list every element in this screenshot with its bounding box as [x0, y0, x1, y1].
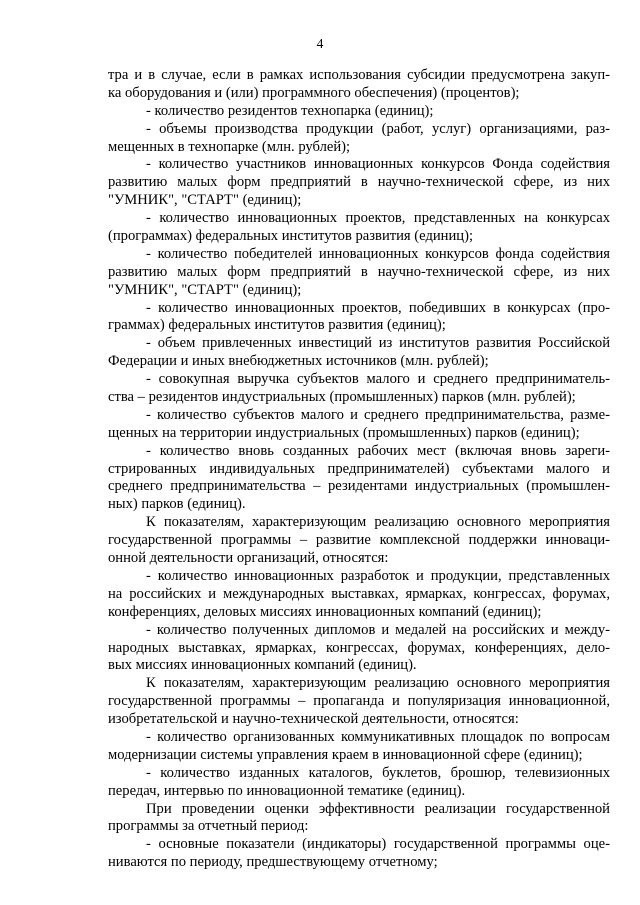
text-line: государственной программы – пропаганда и популяризация инновационной, [108, 693, 610, 710]
text-line: среднего предпринимательства – резидентами индустриальных (промышлен- [108, 478, 610, 495]
text-line: - совокупная выручка субъектов малого и среднего предприниматель- [146, 371, 610, 388]
text-line: развитию малых форм предприятий в научно-технической сфере, из них [108, 174, 610, 191]
text-line: ства – резидентов индустриальных (промышленных) парков (млн. рублей); [108, 389, 576, 406]
text-line: - количество полученных дипломов и медалей на российских и между- [146, 621, 610, 638]
text-line: К показателям, характеризующим реализацию основного мероприятия [146, 514, 610, 531]
text-line: К показателям, характеризующим реализацию основного мероприятия [146, 675, 610, 692]
text-line: программы за отчетный период: [108, 818, 309, 835]
text-line: онной деятельности организаций, относятся: [108, 550, 389, 567]
text-line: - количество инновационных разработок и продукции, представленных [146, 567, 610, 584]
text-line: стрированных индивидуальных предпринимателей) субъектами малого и [108, 460, 610, 477]
text-line: - объемы производства продукции (работ, услуг) организациями, раз- [146, 120, 610, 137]
text-line: - количество изданных каталогов, буклетов, брошюр, телевизионных [146, 764, 610, 781]
text-line: щенных на территории индустриальных (промышленных) парков (единиц); [108, 424, 580, 441]
text-line: - количество инновационных проектов, представленных на конкурсах [146, 210, 610, 227]
text-line: - количество субъектов малого и среднего предпринимательства, разме- [146, 406, 610, 423]
text-line: (программах) федеральных институтов развития (единиц); [108, 228, 474, 245]
text-line: ных) парков (единиц). [108, 496, 246, 513]
text-line: - количество вновь созданных рабочих мест (включая вновь зареги- [146, 442, 610, 459]
text-line: передач, интервью по инновационной тематике (единиц). [108, 782, 466, 799]
body-text [108, 67, 610, 872]
text-line: - количество организованных коммуникативных площадок по вопросам [146, 728, 610, 745]
text-line: развитию малых форм предприятий в научно-технической сфере, из них [108, 263, 610, 280]
text-line: - количество участников инновационных конкурсов Фонда содействия [146, 156, 610, 173]
text-line: - основные показатели (индикаторы) государственной программы оце- [146, 836, 610, 853]
text-line: - количество резидентов технопарка (единиц); [146, 102, 434, 119]
text-line: модернизации системы управления краем в инновационной сфере (единиц); [108, 746, 583, 763]
text-line: народных выставках, ярмарках, конгрессах, форумах, конференциях, дело- [108, 639, 610, 656]
text-line: изобретательской и научно-технической деятельности, относятся: [108, 711, 519, 728]
text-line: При проведении оценки эффективности реализации государственной [146, 800, 610, 817]
text-line: мещенных в технопарке (млн. рублей); [108, 138, 351, 155]
text-line: - объем привлеченных инвестиций из институтов развития Российской [146, 335, 610, 352]
text-line: ниваются по периоду, предшествующему отчетному; [108, 854, 438, 871]
text-line: государственной программы – развитие комплексной поддержки инноваци- [108, 532, 610, 549]
text-line: - количество победителей инновационных конкурсов фонда содействия [146, 245, 610, 262]
page-number: 4 [316, 36, 324, 51]
text-line: "УМНИК", "СТАРТ" (единиц); [108, 281, 302, 298]
text-line: конференциях, деловых миссиях инновационных компаний (единиц); [108, 603, 542, 620]
text-line: вых миссиях инновационных компаний (единиц). [108, 657, 417, 674]
text-line: на российских и международных выставках, ярмарках, конгрессах, форумах, [108, 585, 610, 602]
text-line: "УМНИК", "СТАРТ" (единиц); [108, 192, 302, 209]
text-line: граммах) федеральных институтов развития (единиц); [108, 317, 446, 334]
text-line: - количество инновационных проектов, победивших в конкурсах (про- [146, 299, 610, 316]
text-line: ка оборудования и (или) программного обеспечения) (процентов); [108, 84, 520, 101]
text-line: Федерации и иных внебюджетных источников (млн. рублей); [108, 353, 489, 370]
text-line: тра и в случае, если в рамках использования субсидии предусмотрена закуп- [108, 67, 610, 83]
